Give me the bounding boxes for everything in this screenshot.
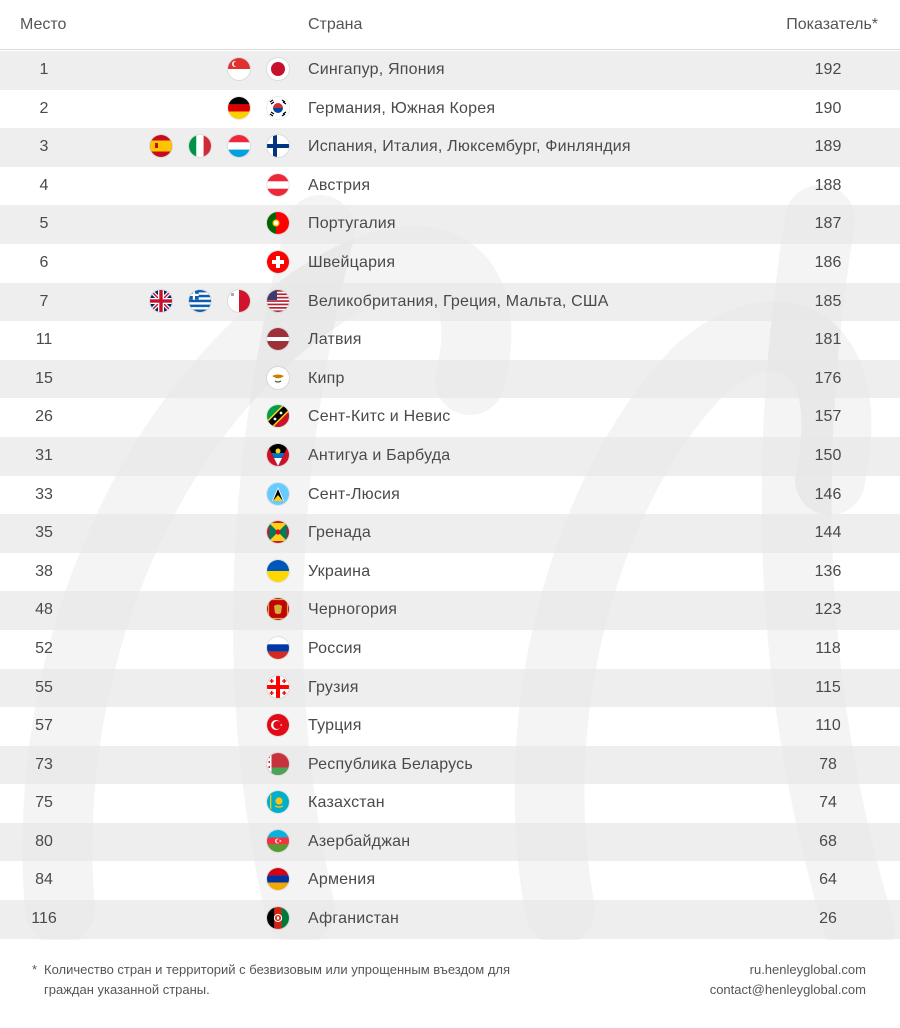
turkey-flag-icon — [267, 714, 289, 736]
score-cell: 68 — [819, 832, 837, 850]
rank-column-header: Место — [20, 16, 67, 33]
table-row — [0, 591, 900, 630]
table-row — [0, 205, 900, 244]
country-names-cell: Сингапур, Япония — [308, 61, 445, 78]
table-row — [0, 321, 900, 360]
cyprus-flag-icon — [267, 367, 289, 389]
score-cell: 146 — [814, 485, 842, 503]
country-names-cell: Грузия — [308, 678, 359, 696]
usa-flag-icon — [267, 290, 289, 312]
score-cell: 123 — [814, 601, 842, 619]
georgia-flag-icon — [267, 676, 289, 698]
table-row — [0, 167, 900, 206]
flags-group — [0, 676, 300, 700]
country-names-cell: Великобритания, Греция, Мальта, США — [308, 292, 609, 310]
ukraine-flag-icon — [267, 560, 289, 582]
flags-group — [0, 714, 300, 738]
score-cell: 64 — [819, 871, 837, 889]
footnote-asterisk: * — [32, 962, 38, 977]
rank-cell: 80 — [35, 832, 53, 850]
country-names-cell: Россия — [308, 639, 362, 657]
country-names-cell: Сент-Китс и Невис — [308, 408, 451, 426]
table-row — [0, 437, 900, 476]
table-row — [0, 669, 900, 708]
rank-cell: 52 — [35, 639, 53, 657]
score-cell: 118 — [815, 639, 841, 657]
country-names-cell: Латвия — [308, 331, 362, 349]
flags-group — [0, 560, 300, 584]
malta-flag-icon — [228, 290, 250, 312]
score-cell: 190 — [814, 99, 842, 117]
flags-group — [0, 97, 300, 121]
country-names-cell: Афганистан — [308, 910, 400, 928]
table-row — [0, 553, 900, 592]
score-cell: 188 — [814, 176, 842, 194]
rank-cell: 57 — [35, 717, 53, 735]
south-korea-flag-icon — [267, 97, 289, 119]
contacts — [710, 960, 866, 1000]
header-divider — [0, 49, 900, 50]
table-row — [0, 90, 900, 129]
japan-flag-icon — [267, 58, 289, 80]
score-cell: 115 — [815, 678, 841, 696]
rank-cell: 1 — [39, 61, 49, 78]
country-names-cell: Украина — [308, 562, 371, 580]
table-row — [0, 283, 900, 322]
country-names-cell: Португалия — [308, 215, 396, 233]
afghanistan-flag-icon — [267, 907, 289, 929]
rank-cell: 38 — [35, 562, 53, 580]
rank-cell: 116 — [31, 910, 57, 928]
portugal-flag-icon — [267, 212, 289, 234]
flags-group — [0, 405, 300, 429]
score-cell: 110 — [815, 717, 841, 735]
score-cell: 192 — [814, 61, 842, 78]
score-cell: 189 — [814, 138, 842, 156]
rank-cell: 73 — [35, 755, 53, 773]
flags-group — [0, 444, 300, 468]
rank-cell: 31 — [35, 446, 53, 464]
rank-cell: 75 — [35, 794, 53, 812]
greece-flag-icon — [189, 290, 211, 312]
rank-cell: 35 — [35, 524, 53, 542]
finland-flag-icon — [267, 135, 289, 157]
italy-flag-icon — [189, 135, 211, 157]
flags-group — [0, 598, 300, 622]
country-names-cell: Казахстан — [308, 794, 385, 812]
spain-flag-icon — [150, 135, 172, 157]
score-cell: 181 — [814, 331, 842, 349]
table-row — [0, 746, 900, 785]
score-cell: 78 — [819, 755, 837, 773]
flags-group — [0, 251, 300, 275]
score-cell: 187 — [814, 215, 842, 233]
latvia-flag-icon — [267, 328, 289, 350]
table-row — [0, 861, 900, 900]
table-row — [0, 244, 900, 283]
email-link[interactable]: contact@henleyglobal.com — [709, 982, 866, 997]
score-cell: 185 — [814, 292, 842, 310]
rank-cell: 7 — [39, 292, 49, 310]
flags-group — [0, 907, 300, 931]
score-column-header: Показатель* — [786, 16, 878, 33]
table-row — [0, 823, 900, 862]
score-cell: 157 — [814, 408, 842, 426]
armenia-flag-icon — [267, 868, 289, 890]
score-cell: 186 — [814, 253, 842, 271]
flags-group — [0, 367, 300, 391]
rank-cell: 6 — [39, 253, 49, 271]
table-row — [0, 900, 900, 939]
flags-group — [0, 174, 300, 198]
flags-group — [0, 58, 300, 82]
flags-group — [0, 328, 300, 352]
table-row — [0, 51, 900, 90]
antigua-barbuda-flag-icon — [267, 444, 289, 466]
rank-cell: 3 — [39, 138, 49, 156]
table-row — [0, 784, 900, 823]
rank-cell: 84 — [35, 871, 53, 889]
footnote — [32, 960, 534, 1000]
country-names-cell: Австрия — [308, 176, 371, 194]
flags-group — [0, 135, 300, 159]
azerbaijan-flag-icon — [267, 830, 289, 852]
score-cell: 150 — [814, 446, 842, 464]
rank-cell: 55 — [35, 678, 53, 696]
country-names-cell: Армения — [308, 871, 376, 889]
saint-lucia-flag-icon — [267, 483, 289, 505]
austria-flag-icon — [267, 174, 289, 196]
footnote-text: Количество стран и территорий с безвизовым или упрощенным въездом для граждан указанной страны. — [44, 962, 511, 997]
table-row — [0, 630, 900, 669]
flags-group — [0, 290, 300, 314]
luxembourg-flag-icon — [228, 135, 250, 157]
table-row — [0, 360, 900, 399]
country-names-cell: Швейцария — [308, 253, 396, 271]
rank-cell: 5 — [39, 215, 49, 233]
country-names-cell: Турция — [308, 717, 362, 735]
table-row — [0, 398, 900, 437]
table-header — [0, 0, 900, 50]
uk-flag-icon — [150, 290, 172, 312]
russia-flag-icon — [267, 637, 289, 659]
score-cell: 136 — [814, 562, 842, 580]
belarus-flag-icon — [267, 753, 289, 775]
rank-cell: 33 — [35, 485, 53, 503]
table-row — [0, 476, 900, 515]
score-cell: 176 — [814, 369, 842, 387]
footer — [0, 940, 900, 1028]
flags-group — [0, 753, 300, 777]
flags-group — [0, 637, 300, 661]
country-names-cell: Кипр — [308, 369, 345, 387]
kazakhstan-flag-icon — [267, 791, 289, 813]
germany-flag-icon — [228, 97, 250, 119]
score-cell: 26 — [819, 910, 837, 928]
flags-group — [0, 521, 300, 545]
flags-group — [0, 868, 300, 892]
switzerland-flag-icon — [267, 251, 289, 273]
rank-cell: 48 — [35, 601, 53, 619]
country-names-cell: Республика Беларусь — [308, 755, 473, 773]
table-row — [0, 707, 900, 746]
country-names-cell: Испания, Италия, Люксембург, Финляндия — [308, 138, 631, 156]
flags-group — [0, 483, 300, 507]
country-column-header: Страна — [308, 16, 363, 33]
country-names-cell: Германия, Южная Корея — [308, 99, 496, 117]
rank-cell: 2 — [39, 99, 49, 117]
saint-kitts-nevis-flag-icon — [267, 405, 289, 427]
flags-group — [0, 212, 300, 236]
flags-group — [0, 791, 300, 815]
singapore-flag-icon — [228, 58, 250, 80]
country-names-cell: Антигуа и Барбуда — [308, 446, 451, 464]
table-row — [0, 514, 900, 553]
score-cell: 74 — [819, 794, 837, 812]
rank-cell: 11 — [35, 331, 53, 349]
ranking-table — [0, 51, 900, 939]
country-names-cell: Азербайджан — [308, 832, 411, 850]
table-row — [0, 128, 900, 167]
rank-cell: 15 — [35, 369, 53, 387]
flags-group — [0, 830, 300, 854]
montenegro-flag-icon — [267, 598, 289, 620]
country-names-cell: Черногория — [308, 601, 398, 619]
grenada-flag-icon — [267, 521, 289, 543]
rank-cell: 26 — [35, 408, 53, 426]
score-cell: 144 — [814, 524, 842, 542]
country-names-cell: Сент-Люсия — [308, 485, 401, 503]
website-link[interactable]: ru.henleyglobal.com — [749, 962, 866, 977]
country-names-cell: Гренада — [308, 524, 371, 542]
rank-cell: 4 — [39, 176, 49, 194]
